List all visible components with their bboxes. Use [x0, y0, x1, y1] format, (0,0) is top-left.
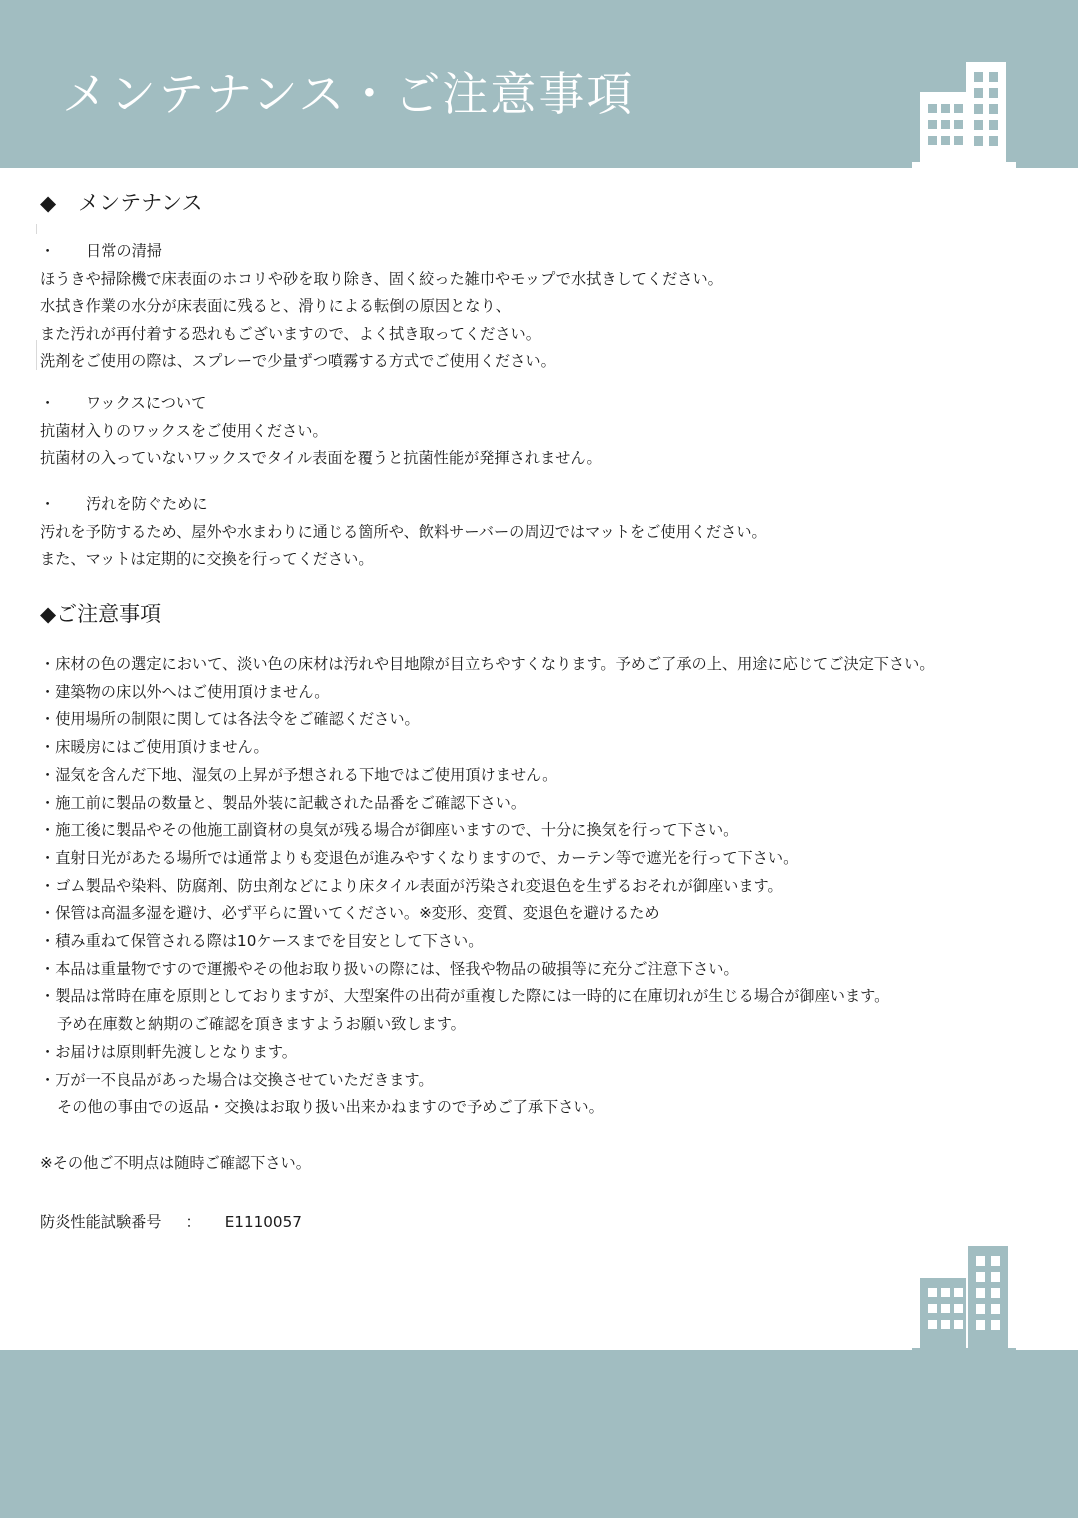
- body-text: 水拭き作業の水分が床表面に残ると、滑りによる転倒の原因となり、: [40, 297, 511, 316]
- list-item: ・保管は高温多湿を避け、必ず平らに置いてください。※変形、変質、変退色を避けるため: [40, 904, 660, 923]
- notice-list: [40, 651, 935, 1122]
- list-item: ・床暖房にはご使用頂けません。: [40, 738, 269, 757]
- separator: ：: [185, 1213, 201, 1231]
- subsection-wax: [40, 390, 602, 473]
- maintenance-heading-text: メンテナンス: [78, 191, 203, 215]
- building-icon: [912, 1242, 1016, 1352]
- list-item: ・施工前に製品の数量と、製品外装に記載された品番をご確認下さい。: [40, 793, 526, 812]
- list-item: ・建築物の床以外へはご使用頂けません。: [40, 682, 330, 701]
- margin-mark: [36, 224, 37, 234]
- diamond-icon: ◆: [40, 191, 57, 215]
- fire-test-number: [40, 1209, 302, 1236]
- subsection-daily-cleaning: [40, 238, 723, 376]
- footnote: ※その他ご不明点は随時ご確認下さい。: [40, 1154, 311, 1172]
- subsection-title: ・ 汚れを防ぐために: [40, 495, 208, 513]
- list-item-continuation: その他の事由での返品・交換はお取り扱い出来かねますので予めご了承下さい。: [57, 1098, 604, 1117]
- maintenance-heading: [40, 187, 202, 217]
- list-item: ・施工後に製品やその他施工副資材の臭気が残る場合が御座いますので、十分に換気を行って下さい。: [40, 821, 739, 840]
- fire-test-value: E1110057: [224, 1213, 302, 1231]
- notes-heading: ◆ご注意事項: [40, 602, 162, 626]
- list-item: ・使用場所の制限に関しては各法令をご確認ください。: [40, 710, 420, 729]
- list-item: ・製品は常時在庫を原則としておりますが、大型案件の出荷が重複した際には一時的に在庫切れが生じる場合が御座います。 予め在庫数と納期のご確認を頂きますようお願い致します。: [40, 983, 935, 1038]
- subsection-title: ・ ワックスについて: [40, 394, 207, 412]
- page-title: メンテナンス・ご注意事項: [62, 67, 635, 121]
- body-text: 抗菌材の入っていないワックスでタイル表面を覆うと抗菌性能が発揮されません。: [40, 449, 602, 468]
- body-text: 洗剤をご使用の際は、スプレーで少量ずつ噴霧する方式でご使用ください。: [40, 352, 556, 371]
- list-item: ・床材の色の選定において、淡い色の床材は汚れや目地隙が目立ちやすくなります。予めご了承の上、用途に応じてご決定下さい。: [40, 655, 935, 673]
- body-text: また、マットは定期的に交換を行ってください。: [40, 550, 374, 569]
- subsection-stain-prevention: [40, 491, 767, 574]
- margin-mark: [36, 340, 37, 370]
- list-item: ・本品は重量物ですので運搬やその他お取り扱いの際には、怪我や物品の破損等に充分ご注意下さい。: [40, 959, 739, 978]
- body-text: ほうきや掃除機で床表面のホコリや砂を取り除き、固く絞った雑巾やモップで水拭きしてください。: [40, 269, 723, 288]
- body-text: 汚れを予防するため、屋外や水まわりに通じる箇所や、飲料サーバーの周辺ではマットをご使用ください。: [40, 522, 767, 541]
- building-icon: [912, 58, 1016, 168]
- subsection-title: ・ 日常の清掃: [40, 242, 162, 260]
- list-item-continuation: 予め在庫数と納期のご確認を頂きますようお願い致します。: [57, 1015, 466, 1034]
- body-text: また汚れが再付着する恐れもございますので、よく拭き取ってください。: [40, 324, 541, 343]
- body-text: 抗菌材入りのワックスをご使用ください。: [40, 421, 328, 440]
- list-item: ・ゴム製品や染料、防腐剤、防虫剤などにより床タイル表面が汚染され変退色を生ずるおそれが御座います。: [40, 876, 783, 895]
- list-item: ・湿気を含んだ下地、湿気の上昇が予想される下地ではご使用頂けません。: [40, 765, 558, 784]
- list-item: ・万が一不良品があった場合は交換させていただきます。 その他の事由での返品・交換はお取り扱い出来かねますので予めご了承下さい。: [40, 1067, 935, 1122]
- list-item: ・積み重ねて保管される際は10ケースまでを目安として下さい。: [40, 932, 484, 951]
- fire-test-label: 防炎性能試験番号: [40, 1213, 162, 1231]
- list-item: ・お届けは原則軒先渡しとなります。: [40, 1042, 297, 1061]
- footer-band: [0, 1350, 1078, 1518]
- list-item: ・直射日光があたる場所では通常よりも変退色が進みやすくなりますので、カーテン等で遮光を行って下さい。: [40, 848, 799, 867]
